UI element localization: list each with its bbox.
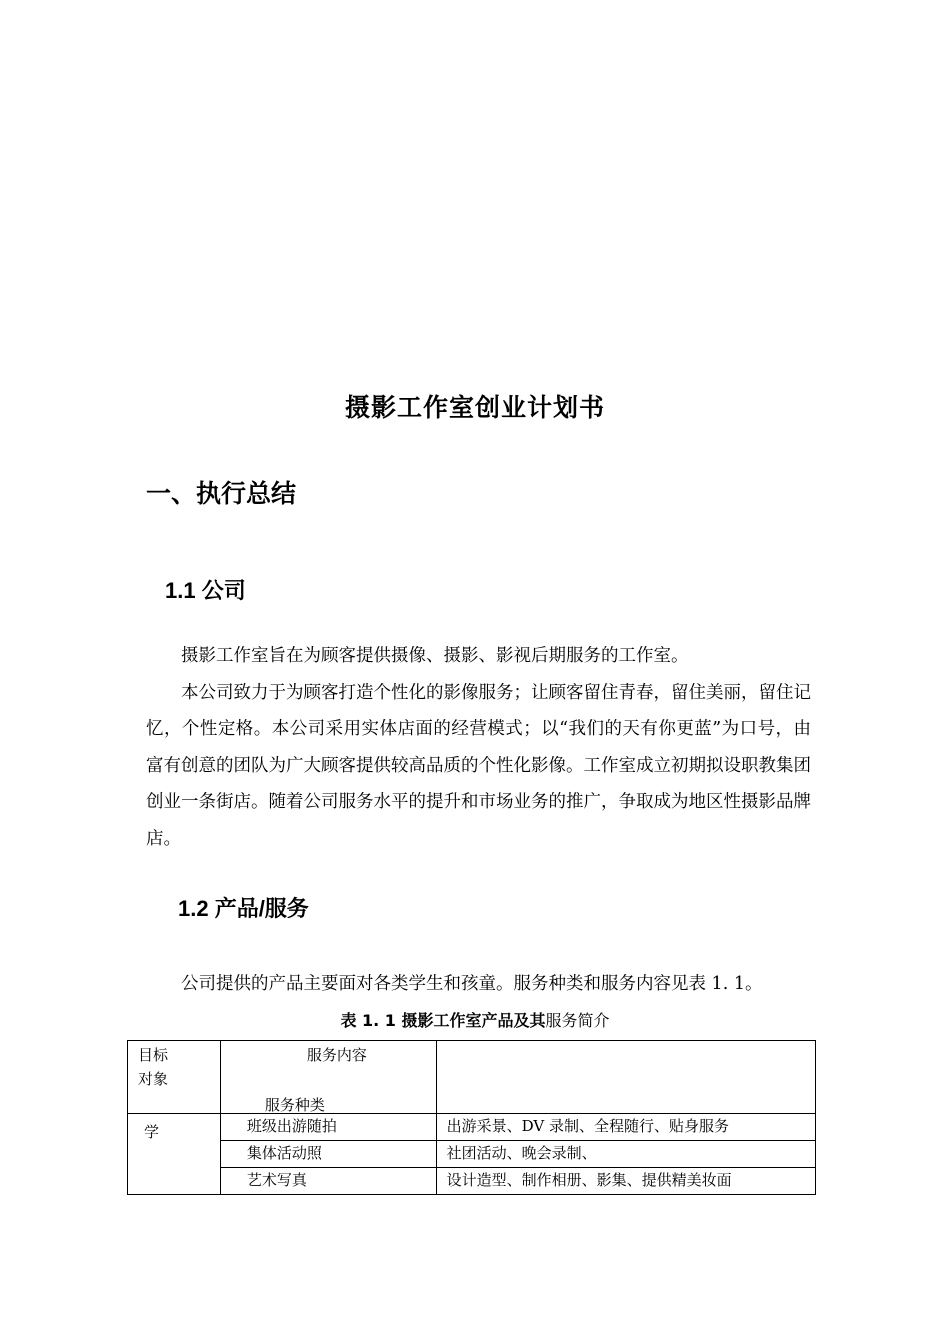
document-title: 摄影工作室创业计划书 xyxy=(344,393,605,422)
section-heading-executive-summary: 一、执行总结 xyxy=(146,479,297,508)
company-paragraphs xyxy=(146,638,811,858)
header-diagonal-cell xyxy=(220,1041,436,1114)
service-detail-cell: 出游采景、DV 录制、全程随行、贴身服务 xyxy=(436,1114,815,1141)
service-detail-cell: 设计造型、制作相册、影集、提供精美妆面 xyxy=(436,1168,815,1195)
paragraph: 本公司致力于为顾客打造个性化的影像服务；让顾客留住青春，留住美丽，留住记忆，个性定格。本公司采用实体店面的经营模式；以“我们的天有你更蓝”为口号，由富有创意的团队为广大顾客提供较高品质的个性化影像。工作室成立初期拟设职教集团创业一条街店。随着公司服务水平的提升和市场业务的推广，争取成为地区性摄影品牌店。 xyxy=(146,682,811,849)
service-type-cell: 集体活动照 xyxy=(220,1141,436,1168)
services-table xyxy=(127,1040,816,1195)
table-header-row xyxy=(128,1041,816,1114)
table-caption xyxy=(0,1008,950,1031)
table-row xyxy=(128,1168,816,1195)
table-row xyxy=(128,1141,816,1168)
header-type-label: 服务种类 xyxy=(264,1096,325,1114)
header-target-line1: 目标 xyxy=(138,1046,169,1064)
service-type-cell: 艺术写真 xyxy=(220,1168,436,1195)
table-caption-rest: 服务简介 xyxy=(545,1011,610,1030)
paragraph: 公司提供的产品主要面对各类学生和孩童。服务种类和服务内容见表 1. 1。 xyxy=(181,974,763,994)
header-detail-cell xyxy=(436,1041,815,1114)
service-detail-cell: 社团活动、晚会录制、 xyxy=(436,1141,815,1168)
subsection-heading-products: 1.2 产品/服务 xyxy=(178,896,309,921)
products-paragraphs xyxy=(146,966,811,1003)
group-label-cell: 学 xyxy=(128,1114,221,1195)
service-type-cell: 班级出游随拍 xyxy=(220,1114,436,1141)
paragraph: 摄影工作室旨在为顾客提供摄像、摄影、影视后期服务的工作室。 xyxy=(181,646,689,666)
subsection-heading-company: 1.1 公司 xyxy=(165,578,246,603)
header-content-label: 服务内容 xyxy=(306,1046,367,1064)
header-target-cell xyxy=(128,1041,221,1114)
table-row xyxy=(128,1114,816,1141)
header-target-line2: 对象 xyxy=(138,1070,169,1088)
table-caption-bold: 表 1. 1 摄影工作室产品及其 xyxy=(340,1011,546,1030)
